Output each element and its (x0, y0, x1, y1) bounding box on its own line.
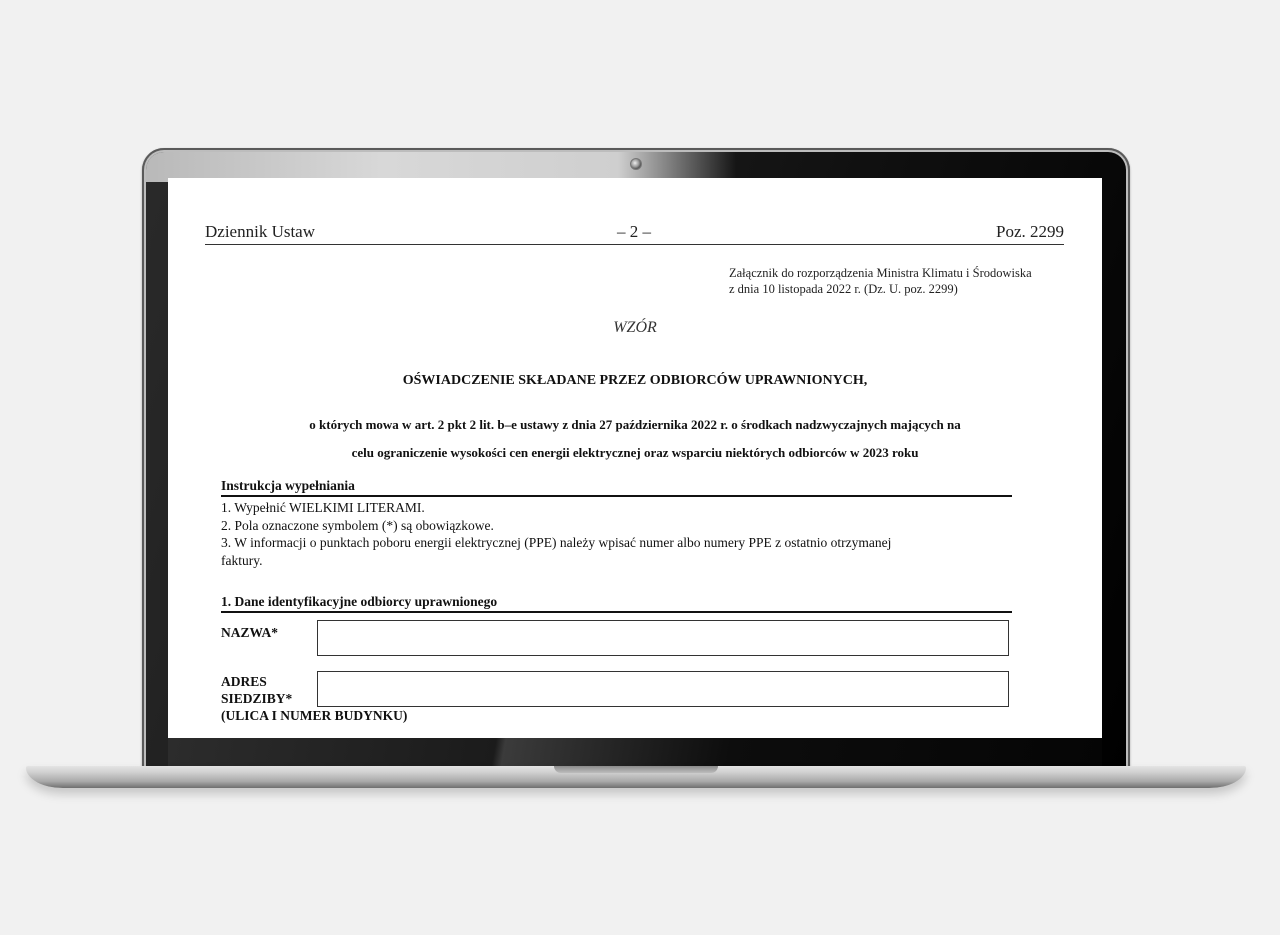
address-label-line-2: SIEDZIBY* (221, 691, 293, 706)
instructions-heading: Instrukcja wypełniania (221, 478, 1012, 497)
laptop-lid (142, 148, 1130, 770)
template-label: WZÓR (613, 319, 657, 336)
journal-name: Dziennik Ustaw (205, 222, 316, 241)
document-title: OŚWIADCZENIE SKŁADANE PRZEZ ODBIORCÓW UPRAWNIONYCH, (402, 373, 868, 388)
annex-line-1: Załącznik do rozporządzenia Ministra Klimatu i Środowiska (729, 266, 1032, 280)
webcam-icon (630, 158, 642, 170)
laptop-base (26, 766, 1246, 788)
instruction-item: 2. Pola oznaczone symbolem (*) są obowiązkowe. (221, 517, 494, 533)
subtitle-line-2: celu ograniczenie wysokości cen energii elektrycznej oraz wsparciu niektórych odbiorców w 2023 roku (351, 445, 919, 460)
instruction-item: 3. W informacji o punktach poboru energii elektrycznej (PPE) należy wpisać numer albo numery PPE z ostatnio otrzymanej (221, 535, 892, 550)
instruction-item: 1. Wypełnić WIELKIMI LITERAMI. (221, 500, 425, 515)
document-page (168, 178, 1102, 738)
laptop-screen (168, 178, 1102, 738)
section-1-heading: 1. Dane identyfikacyjne odbiorcy uprawnionego (221, 594, 1012, 613)
base-notch (554, 766, 718, 773)
page-number: – 2 – (617, 222, 651, 241)
name-field-label: NAZWA* (221, 625, 279, 640)
instruction-item: faktury. (221, 552, 263, 568)
subtitle-line-1: o których mowa w art. 2 pkt 2 lit. b–e ustawy z dnia 27 października 2022 r. o środkach nadzwyczajnych mających na (309, 417, 961, 432)
address-field[interactable] (317, 671, 1009, 707)
position-number: Poz. 2299 (996, 222, 1064, 241)
document-subtitle (208, 411, 1062, 467)
screen-bottom-bezel (168, 738, 1102, 766)
address-label-line-1: ADRES (221, 674, 267, 689)
instructions-list (221, 499, 1021, 569)
page-header (205, 222, 1064, 245)
name-field[interactable] (317, 620, 1009, 656)
annex-note (729, 265, 1032, 297)
address-label-line-3: (ULICA I NUMER BUDYNKU) (221, 708, 408, 723)
annex-line-2: z dnia 10 listopada 2022 r. (Dz. U. poz. 2299) (729, 282, 958, 296)
